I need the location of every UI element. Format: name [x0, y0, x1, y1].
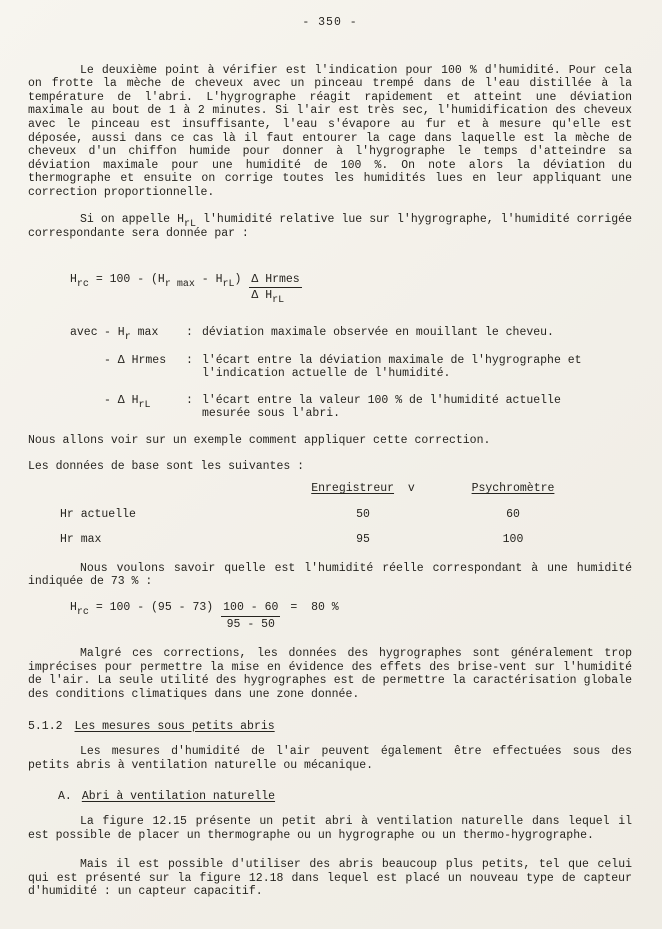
paragraph-verification: Le deuxième point à vérifier est l'indication pour 100 % d'humidité. Pour cela on frotte la mèche de cheveux avec un pinceau trempé dans de l'eau distillée à la température de l'abri. L'hygrographe réagit rapidement et atteint une déviation maximale au bout de 1 à 2 minutes. Si l'air est très sec, l'humidification des cheveux avec le pinceau est insuffisante, l'eau s'évapore au fur et à mesure qu'elle est déposée, aussi dans ce cas là il faut entourer la cage dans laquelle est la mèche de cheveux d'un chiffon humide pour donner à l'hygrographe le temps d'atteindre sa déviation maximale pour une humidité de 100 %. On note alors la déviation du thermographe et ensuite on corrige toutes les humidités lues en leur appliquant une correction proportionnelle.: [28, 63, 632, 199]
formula-example: [70, 601, 632, 631]
table-row-label: Hr max: [60, 533, 102, 547]
definition-row: [70, 326, 632, 341]
paragraph-figure: La figure 12.15 présente un petit abri à ventilation naturelle dans lequel il est possible de placer un thermographe ou un hygrographe ou un thermo-hygrographe.: [28, 814, 632, 842]
fraction-numerator: Δ Hrmes: [249, 273, 301, 289]
table-cell: 100: [502, 533, 524, 547]
table-cell: 95: [356, 533, 370, 547]
paragraph-mesures: Les mesures d'humidité de l'air peuvent également être effectuées sous des petits abris à ventilation naturelle ou mécanique.: [28, 745, 632, 772]
paragraph-example-intro: Nous allons voir sur un exemple comment appliquer cette correction.: [28, 433, 491, 447]
definition-colon: :: [186, 353, 193, 367]
paragraph-question: Nous voulons savoir quelle est l'humidité réelle correspondant à une humidité indiquée de 73 % :: [28, 561, 632, 589]
paragraph-si-on-appelle: [28, 213, 632, 241]
table-cell: 50: [356, 507, 370, 521]
formula-lhs: Hrc = 100 - (95 - 73): [70, 601, 214, 619]
table-row-label: Hr actuelle: [60, 507, 136, 521]
definition-row: [70, 394, 632, 421]
page-number: - 350 -: [302, 16, 358, 29]
fraction: [221, 601, 280, 631]
formula-correction: [70, 272, 632, 307]
definition-intro: avec: [70, 325, 98, 339]
paragraph-data-intro: Les données de base sont les suivantes :: [28, 460, 305, 474]
section-number: A.: [58, 790, 72, 804]
table-row: [60, 533, 632, 547]
subscript: r: [124, 331, 131, 343]
fraction-denominator: Δ HrL: [251, 289, 285, 307]
section-number: 5.1.2: [28, 719, 63, 733]
definition-row: [70, 354, 632, 381]
section-title: Abri à ventilation naturelle: [81, 790, 276, 804]
paragraph-malgre: Malgré ces corrections, les données des hygrographes sont généralement trop imprécises pour permettre la mise en évidence des effets des brise-vent sur l'humidité de l'air. La seule utilité des hygrographes est de permettre la caractérisation globale des conditions climatiques dans une zone donnée.: [28, 647, 632, 701]
paragraph-mais: Mais il est possible d'utiliser des abris beaucoup plus petits, tel que celui qui est présenté sur la figure 12.18 dans lequel est placé un nouveau type de capteur d'humidité : un capteur capacitif.: [28, 858, 632, 899]
paragraph-text: l'humidité relative lue sur l'hygrographe, l'humidité corrigée correspondante sera donnée par :: [28, 212, 632, 241]
table-header-row: [60, 482, 632, 496]
subscript: rc: [76, 278, 89, 290]
subscript: r max: [164, 278, 195, 290]
section-title: Les mesures sous petits abris: [74, 719, 275, 733]
subscript: rL: [272, 295, 285, 307]
table-row: [60, 508, 632, 522]
definition-term: - Hr max: [104, 325, 159, 343]
definition-term: - Δ Hrmes: [104, 353, 167, 367]
fraction-denominator: 95 - 50: [226, 617, 275, 631]
table-cell: 60: [506, 507, 520, 521]
formula-definitions: [70, 326, 632, 421]
subscript: rL: [184, 218, 197, 230]
definition-colon: :: [186, 393, 193, 407]
definition-colon: :: [186, 325, 193, 339]
fraction: [249, 272, 301, 307]
section-heading-a: [58, 790, 632, 804]
definition-term: - Δ HrL: [104, 393, 151, 411]
fraction-numerator: 100 - 60: [221, 601, 280, 617]
subscript: rL: [222, 278, 235, 290]
formula-lhs: Hrc = 100 - (Hr max - HrL): [70, 272, 242, 290]
definition-description: l'écart entre la déviation maximale de l'hygrographe et l'indication actuelle de l'humidité.: [202, 353, 582, 381]
subscript: rL: [138, 399, 151, 411]
section-heading-512: [28, 720, 632, 734]
paragraph-text: Si on appelle H: [80, 212, 185, 226]
subscript: rc: [76, 607, 89, 619]
definition-description: l'écart entre la valeur 100 % de l'humidité actuelle mesurée sous l'abri.: [202, 393, 561, 421]
data-table: [60, 482, 632, 547]
formula-result: = 80 %: [290, 601, 339, 615]
table-header-psychrometre: Psychromètre: [471, 482, 555, 496]
definition-description: déviation maximale observée en mouillant le cheveu.: [202, 325, 554, 339]
table-header-note: v: [394, 482, 415, 496]
table-header-enregistreur: Enregistreur v: [311, 482, 415, 496]
